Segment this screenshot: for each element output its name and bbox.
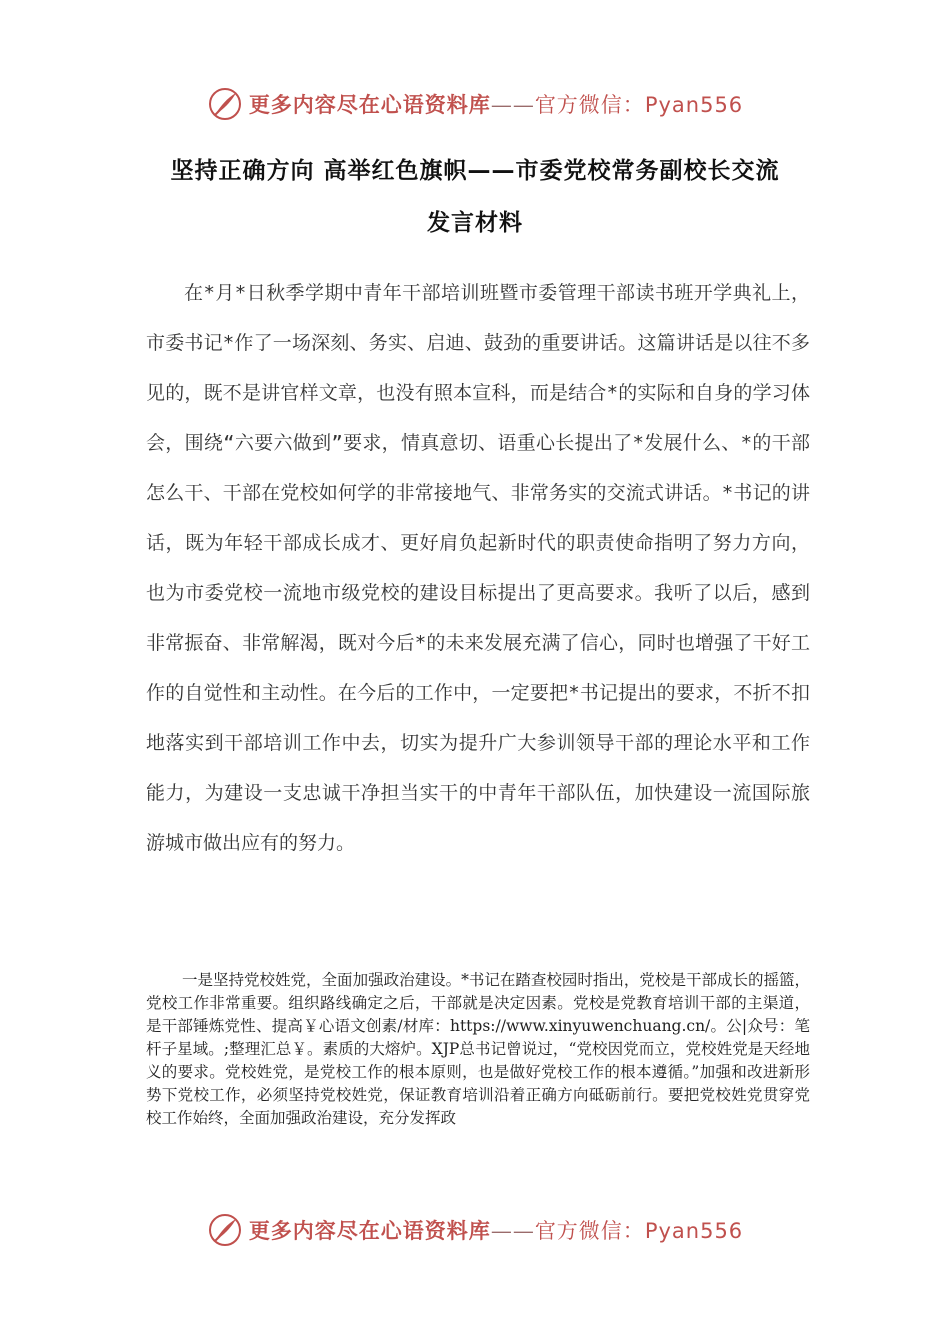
footer-banner-wechat-id: Pyan556 [644, 1219, 744, 1243]
header-banner-text [249, 89, 743, 119]
body-paragraph-1: 在*月*日秋季学期中青年干部培训班暨市委管理干部读书班开学典礼上，市委书记*作了一场深刻、务实、启迪、鼓劲的重要讲话。这篇讲话是以往不多见的，既不是讲官样文章，也没有照本宣科，而是结合*的实际和自身的学习体会，围绕“六要六做到”要求，情真意切、语重心长提出了*发展什么、*的干部怎么干、干部在党校如何学的非常接地气、非常务实的交流式讲话。*书记的讲话，既为年轻干部成长成才、更好肩负起新时代的职责使命指明了努力方向，也为市委党校一流地市级党校的建设目标提出了更高要求。我听了以后，感到非常振奋、非常解渴，既对今后*的未来发展充满了信心，同时也增强了干好工作的自觉性和主动性。在今后的工作中，一定要把*书记提出的要求，不折不扣地落实到干部培训工作中去，切实为提升广大参训领导干部的理论水平和工作能力，为建设一支忠诚干净担当实干的中青年干部队伍，加快建设一流国际旅游城市做出应有的努力。 [146, 282, 810, 854]
header-banner-wechat-label: 官方微信： [534, 93, 645, 117]
document-title-line-2: 发言材料 [427, 210, 523, 236]
footer-banner-text [249, 1215, 743, 1245]
header-banner-sep: —— [490, 93, 535, 117]
footer-banner-sep: —— [490, 1219, 535, 1243]
quill-pen-logo-icon [207, 86, 243, 122]
footer-banner [0, 1210, 950, 1250]
body-paragraph-2: 一是坚持党校姓党，全面加强政治建设。*书记在踏查校园时指出，党校是干部成长的摇篮，党校工作非常重要。组织路线确定之后，干部就是决定因素。党校是党教育培训干部的主渠道，是干部锤炼党性、提高￥心语文创素/材库：https://www.xinyuwenchuang.cn/。公|众号：笔杆子星域。;整理汇总￥。素质的大熔炉。XJP总书记曾说过，“党校因党而立，党校姓党是天经地义的要求。党校姓党，是党校工作的根本原则，也是做好党校工作的根本遵循。”加强和改进新形势下党校工作，必须坚持党校姓党，保证教育培训沿着正确方向砥砺前行。要把党校姓党贯穿党校工作始终，全面加强政治建设，充分发挥政 [146, 971, 810, 1127]
quill-pen-logo-icon [207, 1212, 243, 1248]
header-banner-wechat-id: Pyan556 [644, 93, 744, 117]
header-banner [0, 84, 950, 124]
header-banner-main: 更多内容尽在心语资料库 [248, 92, 491, 117]
footer-banner-main: 更多内容尽在心语资料库 [248, 1218, 491, 1243]
document-title-line-1: 坚持正确方向 高举红色旗帜——市委党校常务副校长交流 [170, 158, 780, 184]
footer-banner-wechat-label: 官方微信： [534, 1219, 645, 1243]
